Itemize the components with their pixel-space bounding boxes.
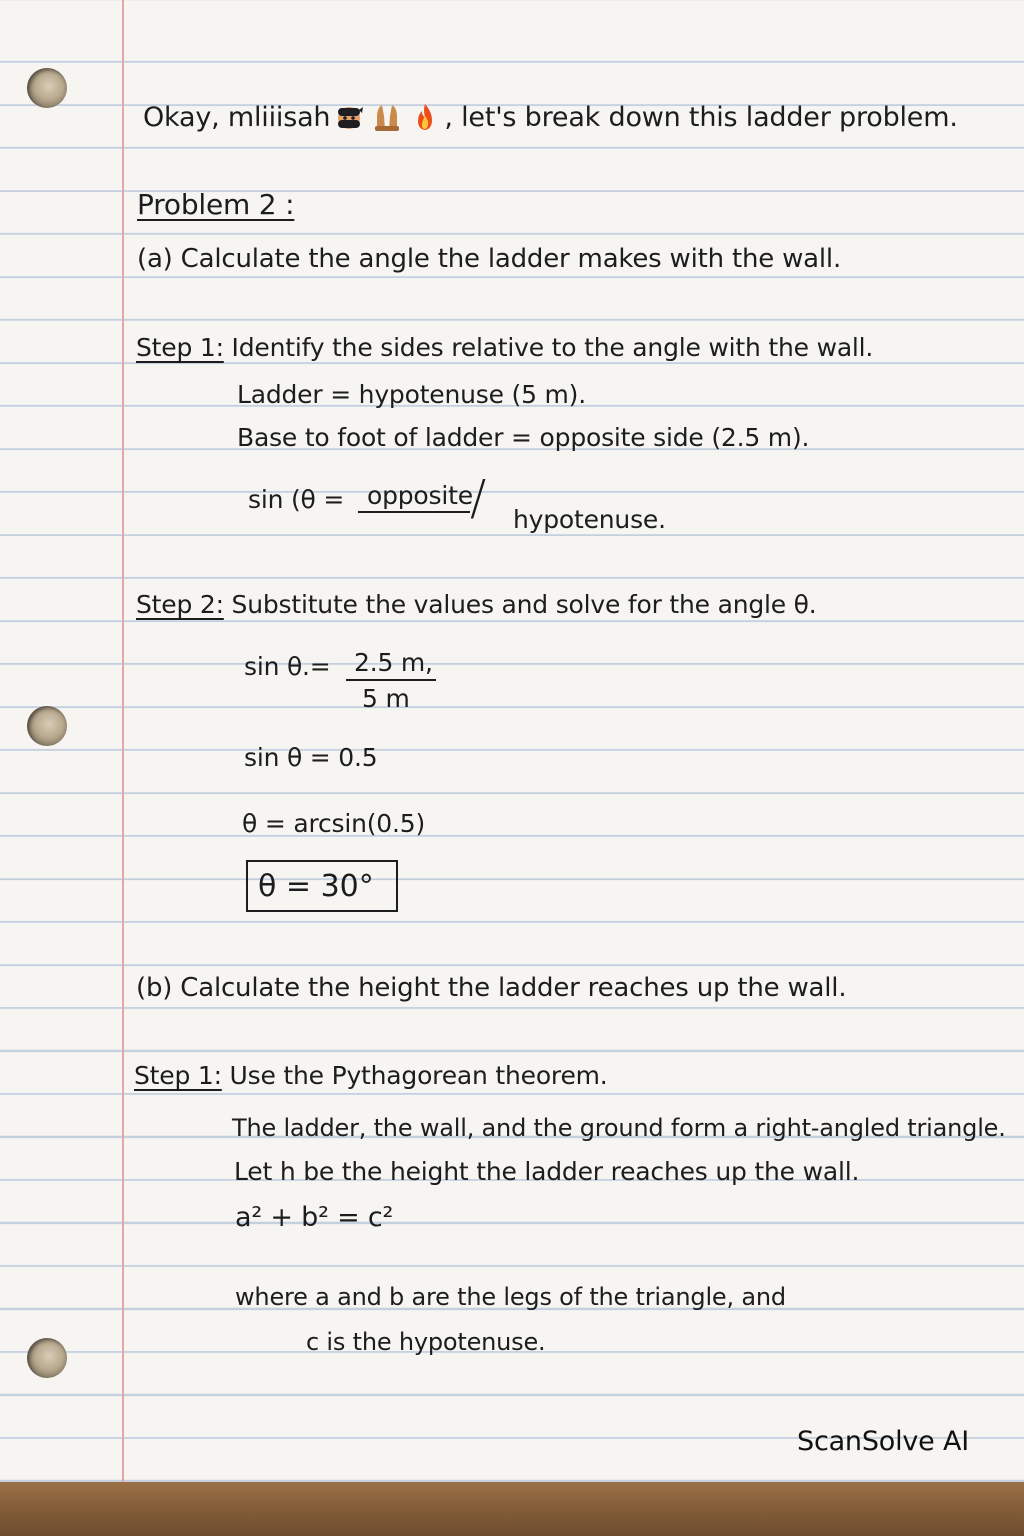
step-label: Step 2: (136, 590, 224, 619)
fraction-bar (358, 511, 470, 513)
answer-box (246, 860, 398, 912)
eq2: sin θ = 0.5 (244, 743, 378, 772)
problem-heading: Problem 2 : (137, 188, 295, 221)
sin-formula-denominator: hypotenuse. (513, 505, 666, 534)
step-text: Identify the sides relative to the angle with the wall. (231, 333, 874, 362)
answer-text: θ = 30° (258, 869, 374, 904)
eq1-numerator: 2.5 m, (354, 648, 433, 677)
margin-line (122, 0, 124, 1482)
base-line: Base to foot of ladder = opposite side (2.5 m). (237, 423, 810, 452)
triangle-line: The ladder, the wall, and the ground form a right-angled triangle. (232, 1114, 1006, 1142)
ladder-line: Ladder = hypotenuse (5 m). (237, 380, 586, 409)
eq3: θ = arcsin(0.5) (242, 809, 426, 838)
step-label: Step 1: (134, 1061, 222, 1090)
eq1-lhs: sin θ.= (244, 652, 331, 681)
part-b-step1 (134, 1061, 608, 1090)
ninja-emoji-icon (334, 102, 364, 132)
fraction-slash: / (470, 470, 486, 526)
watermark: ScanSolve AI (797, 1426, 970, 1457)
intro-prefix: Okay, mliiisah (143, 102, 331, 133)
wooden-desk (0, 1482, 1024, 1536)
intro-line (143, 102, 958, 133)
sin-formula-lhs: sin (θ = (248, 485, 345, 514)
punch-hole (27, 68, 67, 108)
note-line-2: c is the hypotenuse. (306, 1328, 546, 1356)
part-a-question: (a) Calculate the angle the ladder makes with the wall. (137, 244, 842, 274)
fire-emoji-icon (410, 102, 440, 132)
pythagoras-formula: a² + b² = c² (235, 1202, 394, 1233)
fraction-bar (346, 679, 436, 681)
note-line-1: where a and b are the legs of the triangle, and (235, 1283, 786, 1311)
part-b-question: (b) Calculate the height the ladder reaches up the wall. (136, 973, 847, 1003)
step-label: Step 1: (136, 333, 224, 362)
step-text: Substitute the values and solve for the angle θ. (231, 590, 817, 619)
punch-hole (27, 706, 67, 746)
intro-suffix: , let's break down this ladder problem. (444, 102, 958, 133)
eq1-denominator: 5 m (362, 684, 410, 713)
part-a-step1 (136, 333, 873, 362)
part-a-step2 (136, 590, 817, 619)
height-line: Let h be the height the ladder reaches up the wall. (234, 1157, 860, 1186)
punch-hole (27, 1338, 67, 1378)
raised-hands-emoji-icon (372, 102, 402, 132)
step-text: Use the Pythagorean theorem. (229, 1061, 608, 1090)
sin-formula-numerator: opposite (367, 481, 473, 510)
